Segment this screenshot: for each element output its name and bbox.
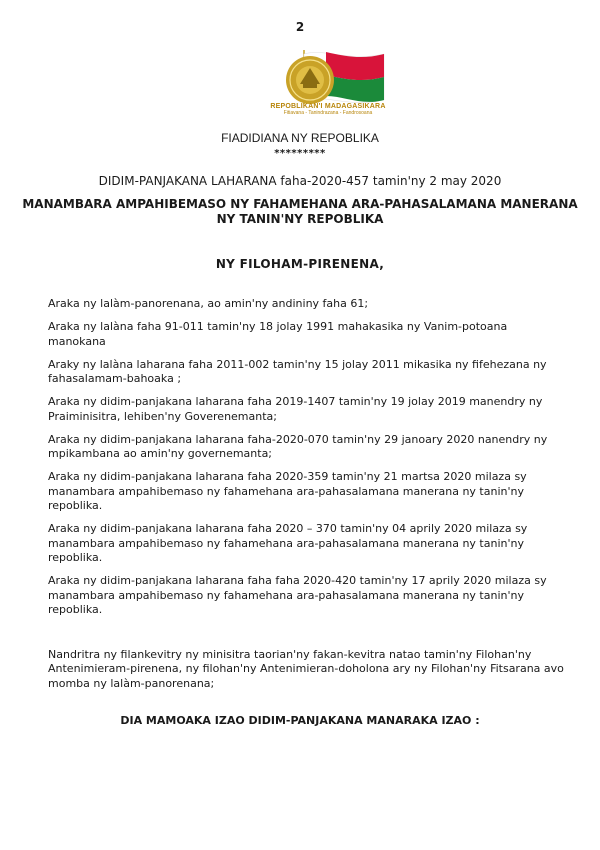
council-paragraph: Nandritra ny filankevitry ny minisitra taorian'ny fakan-kevitra natao tamin'ny Filohan'ny Antenimieram-pirenena, ny filohan'ny Antenimieran-doholona ary ny Filohan'ny Fitsarana avo momba ny lalàm-panorenana; (48, 647, 564, 690)
consideration-paragraph: Araky ny lalàna laharana faha 2011-002 tamin'ny 15 jolay 2011 mikasika ny fifehezana ny fahasalamam-bahoaka ; (48, 357, 547, 385)
consideration-paragraph: Araka ny didim-panjakana laharana faha-2020-070 tamin'ny 29 janoary 2020 nanendry ny mpikambana ao amin'ny governemanta; (48, 432, 548, 460)
emblem-motto: Fitiavana - Tanindrazana - Fandrosoana (283, 110, 373, 116)
consideration-paragraph: Araka ny didim-panjakana laharana faha 2020-359 tamin'ny 21 martsa 2020 milaza sy manambara ampahibemaso ny fahamehana ara-pahasalamana manerana ny tanin'ny repoblika. (48, 470, 527, 512)
decree-reference: DIDIM-PANJAKANA LAHARANA faha-2020-457 tamin'ny 2 may 2020 (98, 174, 502, 188)
coat-of-arms-emblem (254, 46, 404, 130)
madagascar-seal-and-flag-icon (254, 46, 404, 106)
consideration-paragraph: Araka ny lalàna faha 91-011 tamin'ny 18 jolay 1991 mahakasika ny Vanim-potoana manokana (48, 320, 508, 348)
president-heading: NY FILOHAM-PIRENENA, (215, 257, 385, 271)
decree-title-line-2: NY TANIN'NY REPOBLIKA (216, 212, 384, 226)
consideration-paragraph: Araka ny didim-panjakana laharana faha 2020 – 370 tamin'ny 04 aprily 2020 milaza sy manambara ampahibemaso ny fahamehana ara-pahasalamana manerana ny tanin'ny repoblika. (48, 522, 528, 564)
page-number: 2 (295, 20, 305, 34)
emblem-caption (254, 103, 402, 116)
decree-body (48, 297, 568, 700)
consideration-paragraph: Araka ny didim-panjakana laharana faha faha 2020-420 tamin'ny 17 aprily 2020 milaza sy manambara ampahibemaso ny fahamehana ara-pahasalamana manerana ny tanin'ny repoblika. (48, 574, 547, 616)
decree-title-line-1: MANAMBARA AMPAHIBEMASO NY FAHAMEHANA ARA-PAHASALAMANA MANERANA (22, 197, 578, 211)
consideration-paragraph: Araka ny lalàm-panorenana, ao amin'ny andininy faha 61; (48, 297, 369, 310)
separator-stars: ********* (274, 148, 326, 159)
presidency-heading: FIADIDIANA NY REPOBLIKA (221, 131, 379, 145)
emblem-country-name: REPOBLIKAN'I MADAGASIKARA (270, 103, 386, 110)
consideration-paragraph: Araka ny didim-panjakana laharana faha 2019-1407 tamin'ny 19 jolay 2019 manendry ny Praiminisitra, lehiben'ny Goverenemanta; (48, 395, 543, 423)
decision-heading: DIA MAMOAKA IZAO DIDIM-PANJAKANA MANARAKA IZAO : (120, 714, 480, 727)
decree-title (0, 197, 600, 227)
